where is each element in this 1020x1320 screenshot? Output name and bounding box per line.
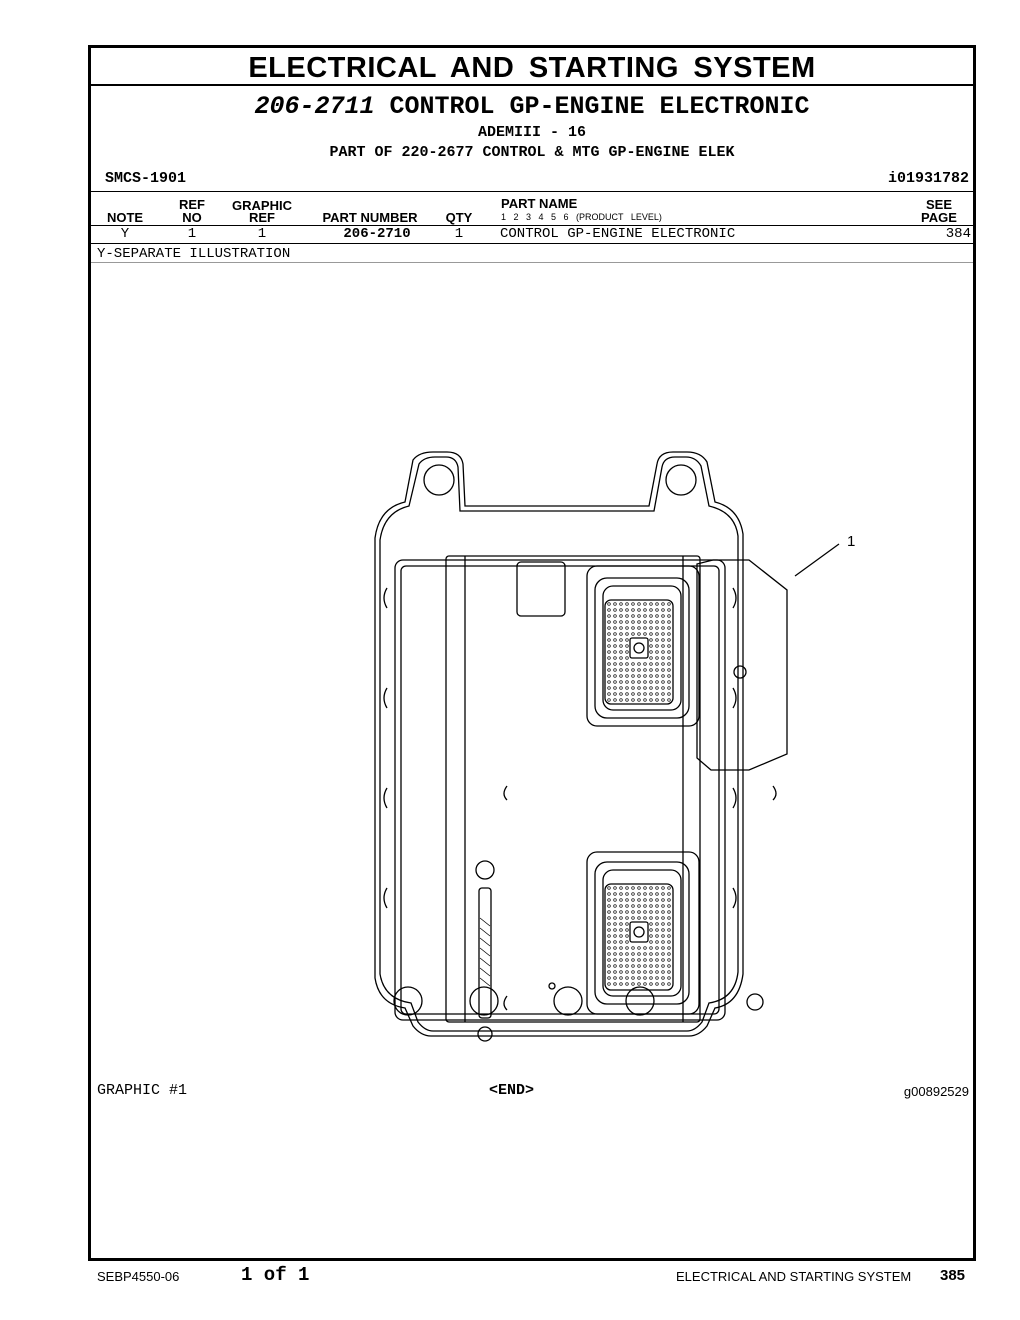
end-label: <END> (489, 1082, 535, 1099)
doc-number: SEBP4550-06 (97, 1269, 180, 1284)
header-part-number: PART NUMBER (322, 210, 418, 225)
callout-label: 1 (847, 533, 856, 550)
row-see-page: 384 (945, 226, 971, 242)
illustration-id: i01931782 (887, 170, 969, 187)
row-ref-no: 1 (187, 226, 197, 242)
smcs-code: SMCS-1901 (105, 170, 187, 187)
row-bottom-rule (91, 243, 973, 244)
row-graphic-ref: 1 (257, 226, 267, 242)
row-part-name: CONTROL GP-ENGINE ELECTRONIC (500, 226, 736, 242)
page-of: 1 of 1 (241, 1264, 310, 1286)
header-see-bottom: PAGE (921, 210, 957, 225)
graphic-label: GRAPHIC #1 (97, 1082, 188, 1099)
group-number: 206-2711 (254, 92, 375, 121)
header-graphic-bottom: REF (249, 210, 275, 225)
page-number: 385 (940, 1267, 966, 1284)
row-qty: 1 (454, 226, 464, 242)
group-title (91, 92, 973, 121)
header-note: NOTE (106, 210, 144, 225)
header-graphic-top: GRAPHIC (232, 198, 292, 213)
table-note: Y-SEPARATE ILLUSTRATION (97, 246, 291, 262)
header-qty: QTY (445, 210, 473, 225)
header-part-name: PART NAME (501, 196, 578, 211)
page-frame (88, 45, 976, 1261)
note-bottom-rule (91, 262, 973, 263)
graphic-id: g00892529 (903, 1084, 969, 1099)
group-subtitle: ADEMIII - 16 (477, 124, 587, 141)
header-ref-top: REF (179, 197, 205, 212)
section-title: ELECTRICAL AND STARTING SYSTEM (91, 48, 973, 86)
ecm-illustration (339, 448, 899, 1048)
header-ref-bottom: NO (182, 210, 202, 225)
header-product-levels: 1 2 3 4 5 6 (PRODUCT LEVEL) (501, 212, 662, 222)
row-part-number: 206-2710 (343, 226, 411, 242)
header-see-top: SEE (925, 197, 952, 212)
footer-section: ELECTRICAL AND STARTING SYSTEM (676, 1269, 912, 1284)
group-name: CONTROL GP-ENGINE ELECTRONIC (389, 92, 810, 121)
group-parent: PART OF 220-2677 CONTROL & MTG GP-ENGINE ELEK (329, 144, 735, 161)
table-top-rule (91, 191, 973, 192)
row-note: Y (120, 226, 130, 242)
